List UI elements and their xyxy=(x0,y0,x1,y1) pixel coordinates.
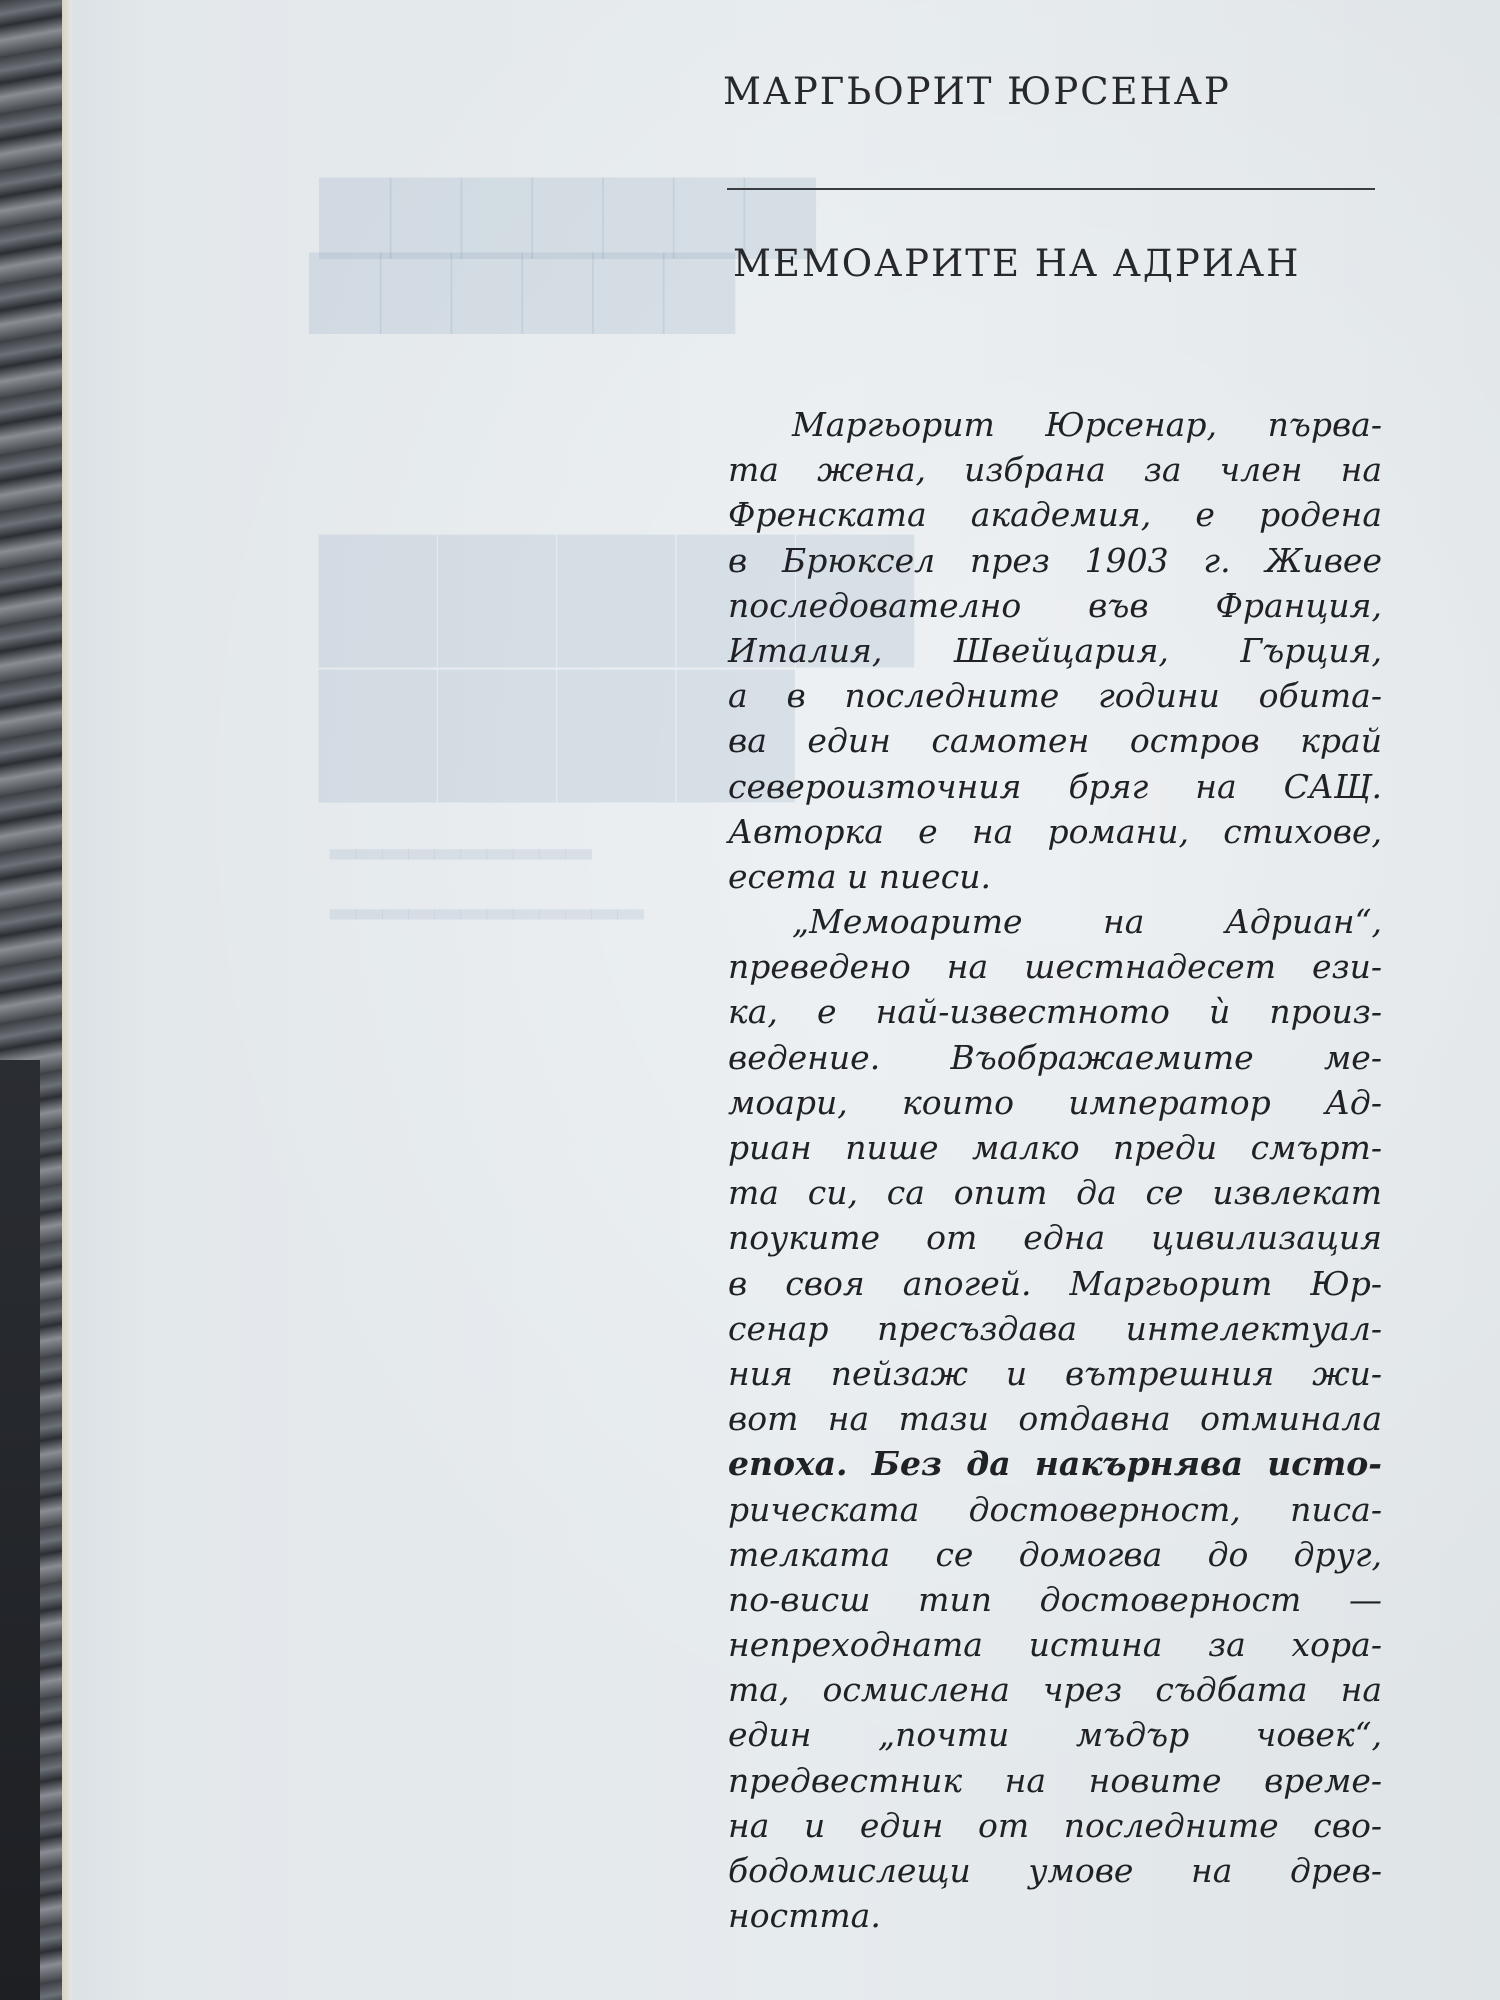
book-title: МЕМОАРИТЕ НА АДРИАН xyxy=(733,242,1301,285)
text-line: моари, които император Ад- xyxy=(728,1082,1382,1122)
text-line: бодомислещи умове на древ- xyxy=(728,1851,1382,1890)
author-name: МАРГЬОРИТ ЮРСЕНАР xyxy=(723,70,1231,113)
paragraph-book-summary xyxy=(728,899,1382,1938)
description-text xyxy=(728,402,1382,1938)
text-line: ва един самотен остров край xyxy=(728,721,1382,761)
text-line: рическата достоверност, писа- xyxy=(728,1489,1382,1529)
text-line: Френската академия, е родена xyxy=(728,495,1382,535)
text-line: „Мемоарите на Адриан“, xyxy=(792,902,1382,942)
title-divider xyxy=(727,188,1375,190)
text-line: по-висш тип достоверност — xyxy=(728,1579,1382,1619)
bleed-through-shade: ▆▆▆▆▆▆▆ xyxy=(320,150,816,258)
text-line: вот на тази отдавна отминала xyxy=(728,1399,1382,1439)
text-line: преведено на шестнадесет ези- xyxy=(728,947,1382,987)
bleed-through-shade: ▆▆▆▆ xyxy=(320,625,798,801)
cover-edge xyxy=(0,1060,40,2000)
text-line: Маргьорит Юрсенар, първа- xyxy=(792,405,1382,444)
text-line: сенар пресъздава интелектуал- xyxy=(728,1308,1382,1348)
bleed-through-shade: ▆▆▆▆▆ xyxy=(320,490,917,666)
text-line: в своя апогей. Маргьорит Юр- xyxy=(728,1263,1382,1303)
text-line: ния пейзаж и вътрешния жи- xyxy=(728,1353,1382,1393)
text-line: епоха. Без да накърнява исто- xyxy=(728,1444,1382,1484)
text-line: един „почти мъдър човек“, xyxy=(728,1715,1382,1755)
text-line: телката се домогва до друг, xyxy=(728,1534,1382,1574)
text-line: ността. xyxy=(728,1896,881,1936)
text-line: поуките от една цивилизация xyxy=(728,1218,1382,1258)
text-line: Италия, Швейцария, Гърция, xyxy=(728,630,1382,670)
text-line: в Брюксел през 1903 г. Живее xyxy=(728,540,1382,580)
bleed-through-shade: ▆▆▆▆▆▆ xyxy=(310,225,735,333)
text-line: ведение. Въображаемите ме- xyxy=(728,1037,1382,1077)
text-line: на и един от последните сво- xyxy=(728,1805,1382,1845)
text-line: североизточния бряг на САЩ. xyxy=(728,766,1382,806)
paragraph-biography xyxy=(728,402,1382,899)
text-line: та, осмислена чрез съдбата на xyxy=(728,1670,1382,1710)
text-line: ка, е най-известното ѝ произ- xyxy=(728,992,1382,1032)
text-line: последователно във Франция, xyxy=(728,585,1382,625)
text-line: а в последните години обита- xyxy=(728,676,1382,716)
text-line: та жена, избрана за член на xyxy=(728,450,1382,490)
page-gutter xyxy=(62,0,72,2000)
bleed-through-shade: ▂▂▂▂▂▂▂▂▂▂ xyxy=(330,820,592,860)
bleed-through-shade: ▂▂▂▂▂▂▂▂▂▂▂▂ xyxy=(330,880,644,920)
text-line: непреходната истина за хора- xyxy=(728,1625,1382,1665)
text-line: та си, са опит да се извлекат xyxy=(728,1173,1382,1213)
text-line: риан пише малко преди смърт- xyxy=(728,1128,1382,1167)
text-line: Авторка е на романи, стихове, xyxy=(728,811,1382,851)
text-line: есета и пиеси. xyxy=(728,856,992,896)
text-line: предвестник на новите време- xyxy=(728,1760,1382,1800)
